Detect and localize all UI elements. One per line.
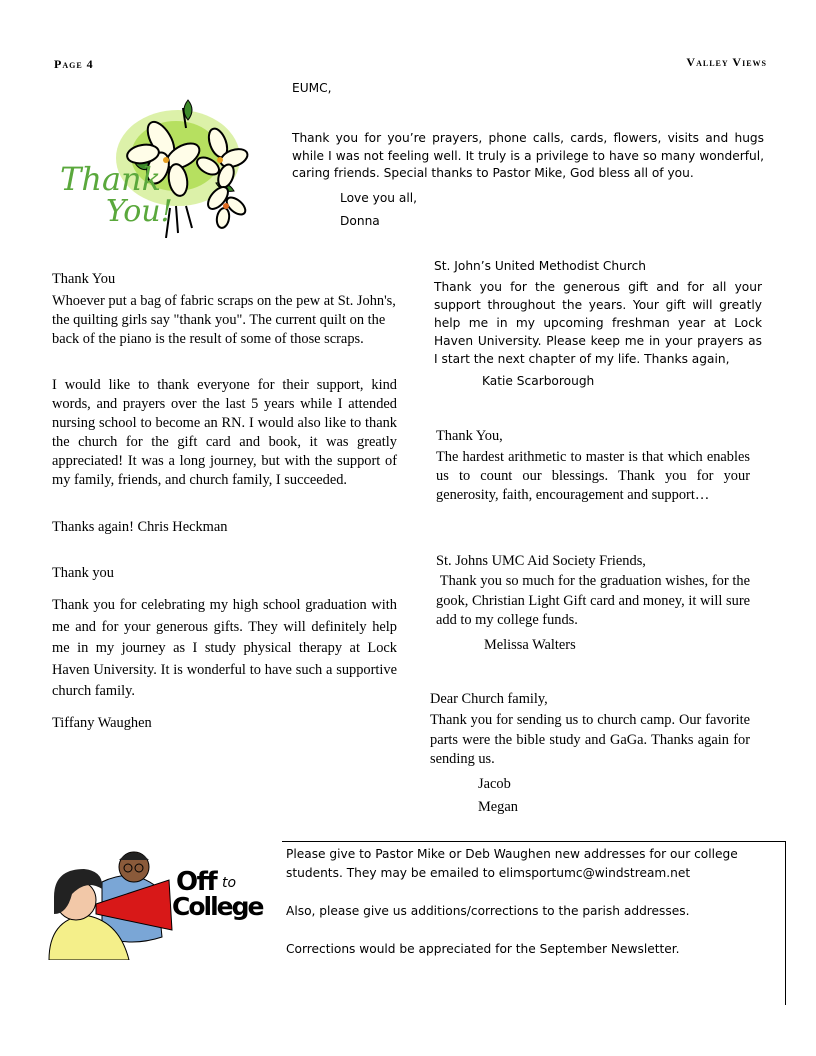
quilting-body: Whoever put a bag of fabric scraps on the pew at St. John's, the quilting girls say "thank you". The current quilt on the back of the piano is the result of some of those scraps. — [52, 293, 396, 347]
to-text: to — [222, 875, 237, 891]
katie-salutation: St. John’s United Methodist Church — [434, 259, 647, 273]
camp-body: Thank you for sending us to church camp. Our favorite parts were the bible study and GaGa. Thanks again for sending us. — [430, 712, 750, 767]
katie-body: Thank you for the generous gift and for all your support throughout the years. Your gift will greatly help me in my upcoming freshman year at Lock Haven University. Please keep me in your prayers as I start the next chapter of my life. Thanks again, — [434, 280, 762, 366]
donna-body: Thank you for you’re prayers, phone calls, cards, flowers, visits and hugs while I was not feeling well. It truly is a privilege to have so many wonderful, caring friends. Special thanks to Pastor Mike, God bless all of you. — [292, 131, 764, 180]
newsletter-title: Valley Views — [686, 55, 767, 69]
camp-letter — [430, 689, 750, 817]
melissa-body: Thank you so much for the graduation wishes, for the gook, Christian Light Gift card and money, it will sure add to my college funds. — [436, 573, 754, 628]
arithmetic-body: The hardest arithmetic to master is that which enables us to count our blessings. Thank you for your generosity, faith, encouragement and support… — [436, 449, 750, 503]
tiffany-signature: Tiffany Waughen — [52, 714, 152, 731]
arithmetic-letter — [436, 426, 750, 505]
tiffany-heading: Thank you — [52, 565, 114, 581]
college-box-text — [286, 845, 776, 959]
college-box-line3: Corrections would be appreciated for the September Newsletter. — [286, 942, 680, 956]
tiffany-body: Thank you for celebrating my high school graduation with me and for your generous gifts. They will definitely help me in my journey as I study physical therapy at Lock Haven University. It is wonderful to have such a supportive church family. — [52, 597, 397, 699]
college-box-line2: Also, please give us additions/corrections to the parish addresses. — [286, 904, 690, 918]
katie-signature: Katie Scarborough — [482, 374, 595, 388]
quilting-heading: Thank You — [52, 271, 116, 287]
you-text: You! — [106, 194, 173, 229]
chris-signoff: Thanks again! Chris Heckman — [52, 519, 228, 535]
melissa-signature: Melissa Walters — [484, 636, 576, 653]
page-number: Page 4 — [54, 57, 94, 71]
camp-salutation: Dear Church family, — [430, 691, 548, 707]
thank-text: Thank — [60, 160, 162, 198]
chris-body: I would like to thank everyone for their support, kind words, and prayers over the last 5 years while I attended nursing school to become an RN. I would also like to thank the church for the gift card and book, it was greatly appreciated! It was a long journey, but with the support of my family, friends, and church family, I succeeded. — [52, 377, 397, 488]
thank-you-clipart — [58, 88, 288, 238]
college-box-line1: Please give to Pastor Mike or Deb Waughen new addresses for our college students. They may be emailed to elimsportumc@windstream.net — [286, 847, 738, 880]
college-text: College — [172, 892, 263, 921]
katie-letter — [434, 257, 762, 390]
donna-letter — [292, 79, 764, 230]
donna-salutation: EUMC, — [292, 81, 332, 95]
melissa-letter — [436, 551, 754, 655]
donna-signature: Donna — [340, 213, 380, 228]
melissa-salutation: St. Johns UMC Aid Society Friends, — [436, 553, 646, 569]
off-to-college-clipart — [44, 842, 264, 960]
donna-closing: Love you all, — [340, 190, 417, 205]
camp-signature-megan: Megan — [478, 798, 518, 815]
camp-signature-jacob: Jacob — [478, 775, 511, 792]
arithmetic-heading: Thank You, — [436, 428, 503, 444]
left-column — [52, 269, 397, 733]
off-text: Off — [176, 867, 217, 897]
